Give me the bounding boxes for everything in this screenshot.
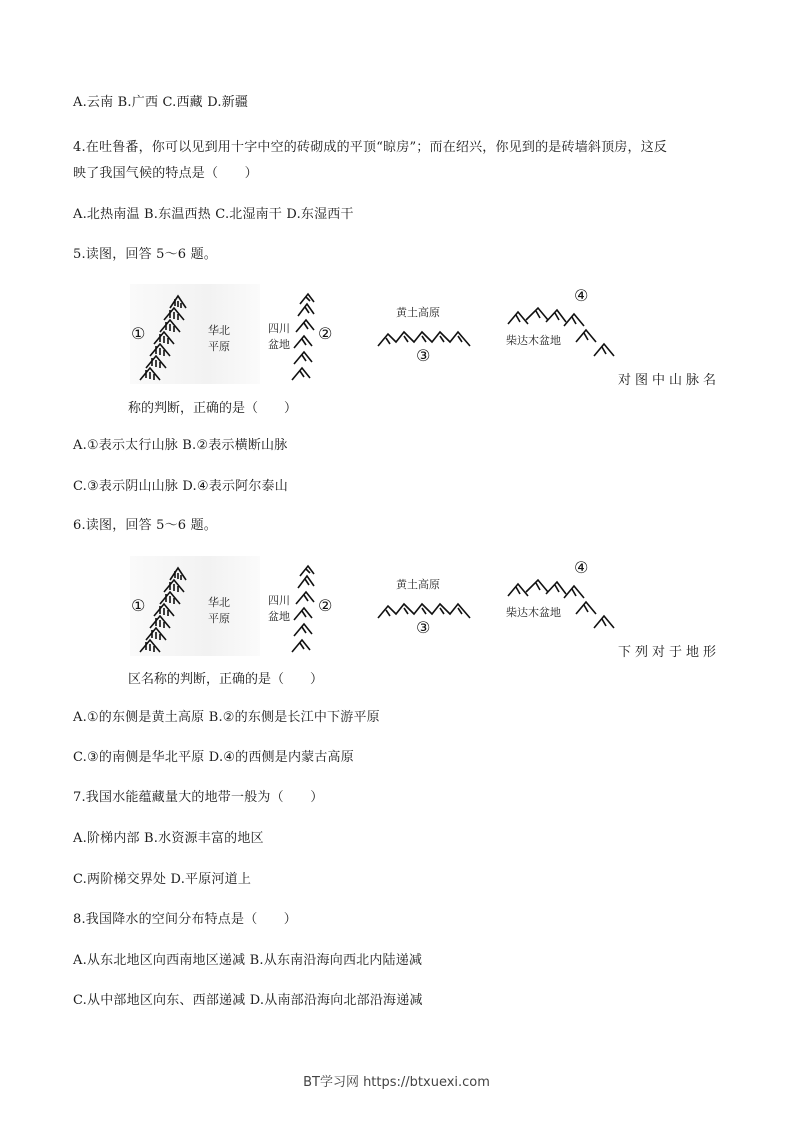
q4-stem-line2: 映了我国气候的特点是（ ）: [73, 166, 258, 181]
q5-stem: 5.读图，回答 5～6 题。: [73, 247, 218, 262]
label-sichuan-2: 盆地: [268, 610, 290, 623]
q6-continuation: 区名称的判断，正确的是（ ）: [128, 672, 324, 687]
marker-4: ④: [574, 558, 589, 577]
q6-side-text: 下列对于地形: [617, 645, 720, 660]
q7-options-line1: A.阶梯内部 B.水资源丰富的地区: [73, 831, 264, 846]
marker-3: ③: [416, 346, 431, 365]
q5-continuation: 称的判断，正确的是（ ）: [128, 401, 298, 416]
label-huabei-1: 华北: [208, 596, 230, 609]
marker-2: ②: [318, 596, 333, 615]
label-qaidam: 柴达木盆地: [506, 334, 561, 347]
q4-options: A.北热南温 B.东温西热 C.北湿南干 D.东湿西干: [73, 207, 354, 222]
q6-options-line1: A.①的东侧是黄土高原 B.②的东侧是长江中下游平原: [73, 710, 380, 725]
label-huangtu: 黄土高原: [396, 306, 440, 319]
label-sichuan-2: 盆地: [268, 338, 290, 351]
label-huabei-2: 平原: [208, 612, 230, 625]
footer-watermark: BT学习网 https://btxuexi.com: [303, 1075, 490, 1090]
q5-side-text: 对图中山脉名: [617, 373, 720, 388]
label-sichuan-1: 四川: [268, 594, 290, 607]
q6-mountain-figure: [130, 556, 630, 656]
q4-stem-line1: 4.在吐鲁番，你可以见到用十字中空的砖砌成的平顶“晾房”；而在绍兴，你见到的是砖墙斜顶房，这反: [73, 140, 668, 155]
label-huangtu: 黄土高原: [396, 578, 440, 591]
marker-2: ②: [318, 324, 333, 343]
marker-3: ③: [416, 618, 431, 637]
label-huabei-1: 华北: [208, 324, 230, 337]
q7-stem: 7.我国水能蕴藏量大的地带一般为（ ）: [73, 790, 324, 805]
q6-stem: 6.读图，回答 5～6 题。: [73, 518, 218, 533]
q8-options-line2: C.从中部地区向东、西部递减 D.从南部沿海向北部沿海递减: [73, 993, 423, 1008]
q7-options-line2: C.两阶梯交界处 D.平原河道上: [73, 872, 252, 887]
q6-options-line2: C.③的南侧是华北平原 D.④的西侧是内蒙古高原: [73, 750, 354, 765]
marker-1: ①: [131, 596, 146, 615]
marker-4: ④: [574, 286, 589, 305]
q5-options-line2: C.③表示阴山山脉 D.④表示阿尔泰山: [73, 479, 288, 494]
label-sichuan-1: 四川: [268, 322, 290, 335]
label-qaidam: 柴达木盆地: [506, 606, 561, 619]
q5-mountain-figure: [130, 284, 630, 384]
marker-1: ①: [131, 324, 146, 343]
q8-options-line1: A.从东北地区向西南地区递减 B.从东南沿海向西北内陆递减: [73, 953, 423, 968]
label-huabei-2: 平原: [208, 340, 230, 353]
q8-stem: 8.我国降水的空间分布特点是（ ）: [73, 912, 298, 927]
q5-options-line1: A.①表示太行山脉 B.②表示横断山脉: [73, 438, 288, 453]
q3-options: A.云南 B.广西 C.西藏 D.新疆: [73, 95, 249, 110]
